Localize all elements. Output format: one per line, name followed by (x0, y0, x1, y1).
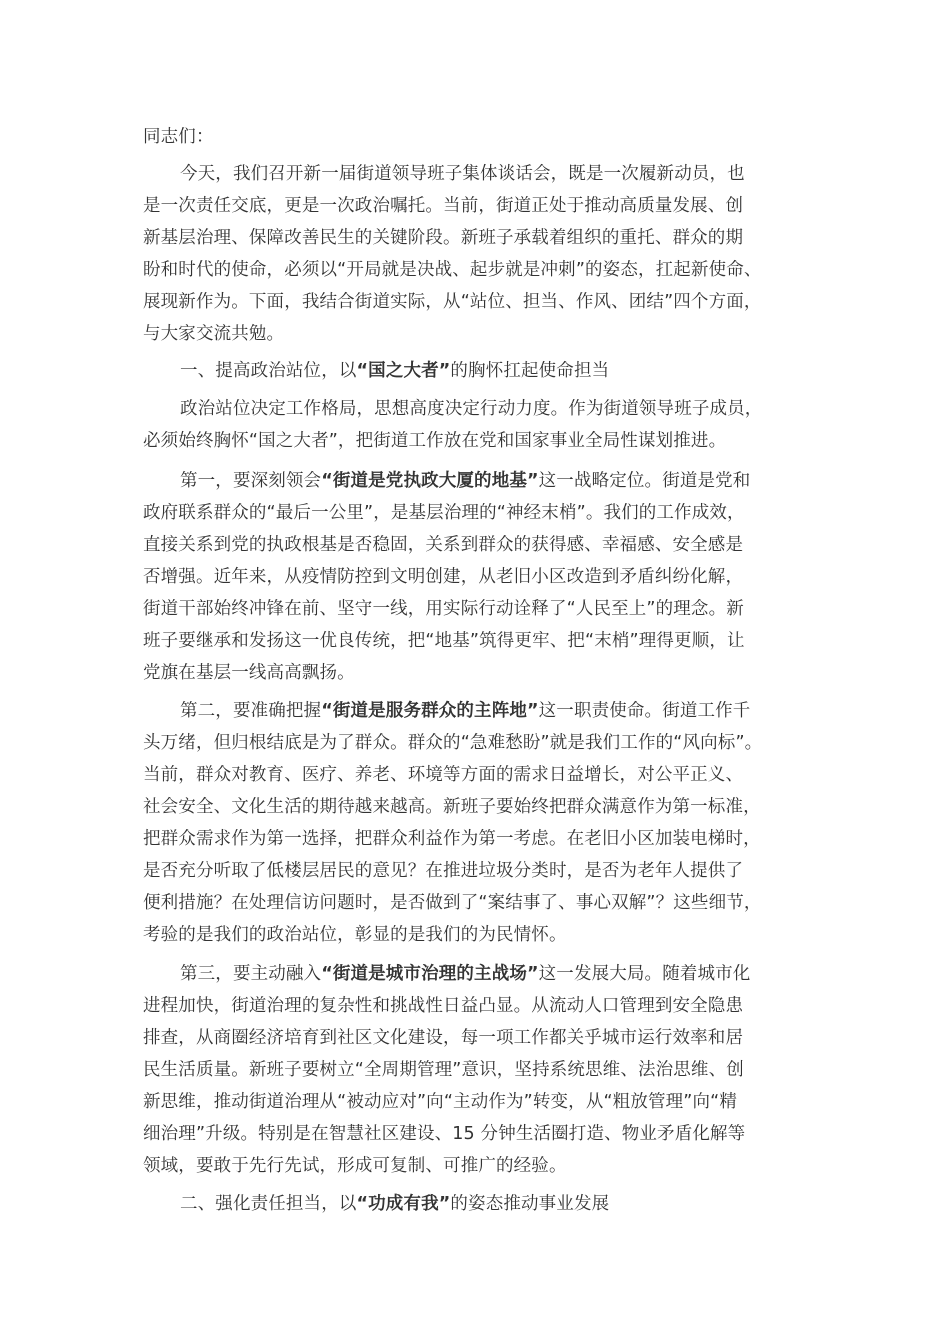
section-1-intro-line: 政治站位决定工作格局，思想高度决定行动力度。作为街道领导班子成员， (180, 399, 763, 419)
point-2-line: 考验的是我们的政治站位，彰显的是我们的为民情怀。 (143, 925, 567, 945)
point-3-line: 进程加快，街道治理的复杂性和挑战性日益凸显。从流动人口管理到安全隐患 (143, 996, 744, 1016)
point-text: 第三，要主动融入 (180, 964, 322, 984)
salutation: 同志们： (143, 127, 214, 147)
point-2-line: 当前，群众对教育、医疗、养老、环境等方面的需求日益增长，对公平正义、 (143, 765, 744, 785)
intro-line: 与大家交流共勉。 (143, 324, 285, 344)
point-1-line: 直接关系到党的执政根基是否稳固，关系到群众的获得感、幸福感、安全感是 (143, 535, 744, 555)
heading-text: 二、强化责任担当，以 (180, 1194, 357, 1214)
point-text: 第二，要准确把握 (180, 701, 322, 721)
intro-line: 盼和时代的使命，必须以“开局就是决战、起步就是冲刺”的姿态，扛起新使命、 (143, 260, 762, 280)
point-emphasis: “街道是城市治理的主战场” (321, 964, 539, 984)
section-1-intro-line: 必须始终胸怀“国之大者”，把街道工作放在党和国家事业全局性谋划推进。 (143, 431, 727, 451)
point-text: 这一发展大局。随着城市化 (538, 964, 751, 984)
point-2-line: 社会安全、文化生活的期待越来越高。新班子要始终把群众满意作为第一标准， (143, 797, 761, 817)
point-1-line: 班子要继承和发扬这一优良传统，把“地基”筑得更牢、把“末梢”理得更顺，让 (143, 631, 745, 651)
point-3-line: 领域，要敢于先行先试，形成可复制、可推广的经验。 (143, 1156, 567, 1176)
point-3-line: 新思维，推动街道治理从“被动应对”向“主动作为”转变，从“粗放管理”向“精 (143, 1092, 738, 1112)
point-text: 第一，要深刻领会 (180, 471, 322, 491)
point-text: 这一职责使命。街道工作千 (538, 701, 751, 721)
point-2-first-line (180, 695, 750, 727)
intro-line: 展现新作为。下面，我结合街道实际，从“站位、担当、作风、团结”四个方面， (143, 292, 762, 312)
point-emphasis: “街道是党执政大厦的地基” (321, 471, 539, 491)
point-3-line: 民生活质量。新班子要树立“全周期管理”意识，坚持系统思维、法治思维、创 (143, 1060, 744, 1080)
section-2-heading (180, 1188, 609, 1220)
section-1-heading (180, 355, 609, 387)
point-2-line: 是否充分听取了低楼层居民的意见？在推进垃圾分类时，是否为老年人提供了 (143, 861, 744, 881)
point-2-line: 头万绪，但归根结底是为了群众。群众的“急难愁盼”就是我们工作的“风向标”。 (143, 733, 763, 753)
point-1-first-line (180, 465, 750, 497)
point-2-line: 把群众需求作为第一选择，把群众利益作为第一考虑。在老旧小区加装电梯时， (143, 829, 761, 849)
intro-line: 新基层治理、保障改善民生的关键阶段。新班子承载着组织的重托、群众的期 (143, 228, 744, 248)
point-1-line: 否增强。近年来，从疫情防控到文明创建，从老旧小区改造到矛盾纠纷化解， (143, 567, 744, 587)
point-1-line: 政府联系群众的“最后一公里”，是基层治理的“神经末梢”。我们的工作成效， (143, 503, 745, 523)
point-1-line: 街道干部始终冲锋在前、坚守一线，用实际行动诠释了“人民至上”的理念。新 (143, 599, 744, 619)
heading-text: 的胸怀扛起使命担当 (450, 361, 610, 381)
point-3-first-line (180, 958, 750, 990)
point-text: 这一战略定位。街道是党和 (538, 471, 751, 491)
heading-emphasis: “国之大者” (356, 361, 451, 381)
point-2-line: 便利措施？在处理信访问题时，是否做到了“案结事了、事心双解”？这些细节， (143, 893, 762, 913)
intro-line: 今天，我们召开新一届街道领导班子集体谈话会，既是一次履新动员，也 (180, 164, 745, 184)
point-emphasis: “街道是服务群众的主阵地” (321, 701, 539, 721)
intro-line: 是一次责任交底，更是一次政治嘱托。当前，街道正处于推动高质量发展、创 (143, 196, 744, 216)
heading-emphasis: “功成有我” (356, 1194, 451, 1214)
point-3-line: 排查，从商圈经济培育到社区文化建设，每一项工作都关乎城市运行效率和居 (143, 1028, 744, 1048)
point-1-line: 党旗在基层一线高高飘扬。 (143, 663, 355, 683)
heading-text: 一、提高政治站位，以 (180, 361, 357, 381)
heading-text: 的姿态推动事业发展 (450, 1194, 610, 1214)
point-3-line: 细治理”升级。特别是在智慧社区建设、15 分钟生活圈打造、物业矛盾化解等 (143, 1124, 746, 1144)
